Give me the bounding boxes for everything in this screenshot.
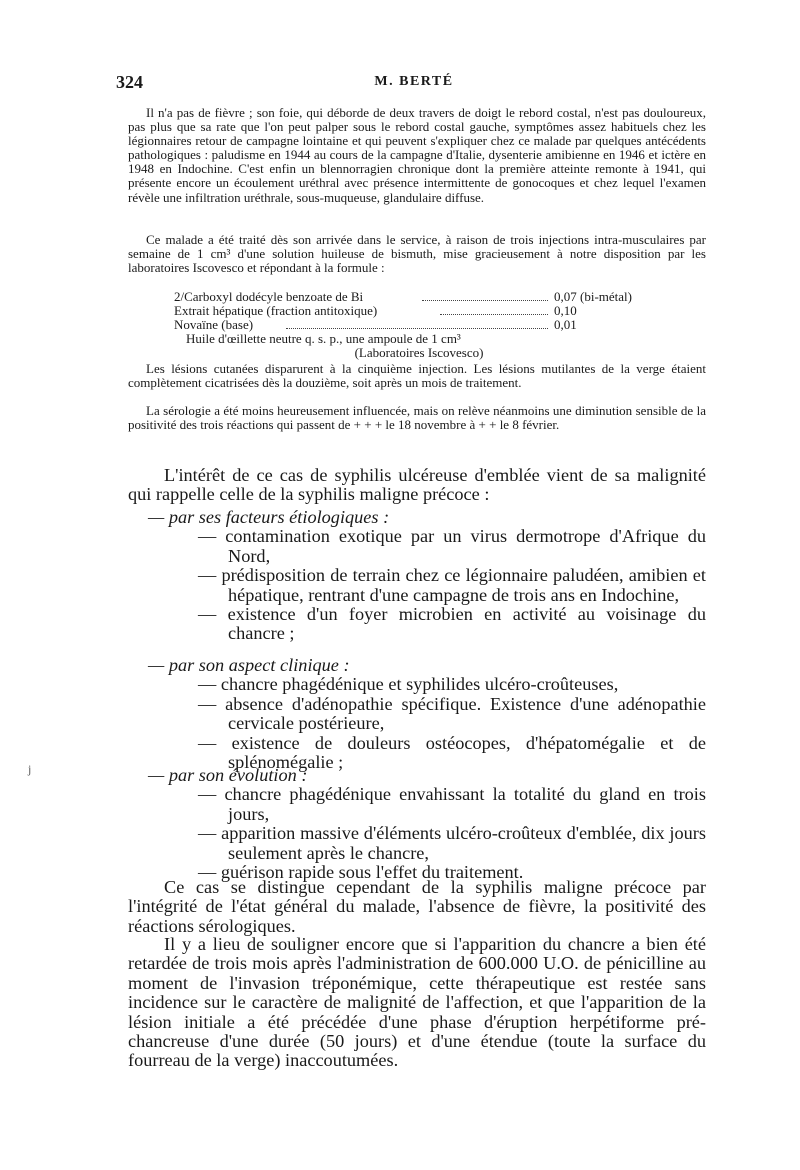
formula-line	[174, 318, 694, 332]
paragraph-text: Il n'a pas de fièvre ; son foie, qui déborde de deux travers de doigt le rebord costal, n'est pas douloureux, pas plus que sa rate que l'on peut palper sous le rebord costal gauche, symptômes assez habituels chez les légionnaires retour de campagne lointaine et qui peuvent s'expliquer chez ce malade par quelques antécédents pathologiques : paludisme en 1944 au cours de la campagne d'Italie, dysenterie amibienne en 1946 et ictère en 1948 en Indochine. C'est enfin un blennorragien chronique dont la première atteinte remonte à 1941, qui présente encore un écoulement uréthral avec présence intermittente de gonocoques et chez lequel l'examen révèle une infiltration uréthrale, sous-muqueuse, glandulaire diffuse.	[128, 105, 706, 205]
discussion-intro	[128, 466, 706, 505]
list-item: — chancre phagédénique envahissant la totalité du gland en trois jours,	[198, 784, 706, 824]
formula-block	[174, 290, 694, 359]
case-paragraph-3	[128, 362, 706, 390]
paragraph-text: La sérologie a été moins heureusement influencée, mais on relève néanmoins une diminution sensible de la positivité des trois réactions qui passent de + + + le 18 novembre à + + le 8 février.	[128, 403, 706, 433]
page-header	[116, 72, 712, 92]
formula-ingredient: 2/Carboxyl dodécyle benzoate de Bi	[174, 289, 364, 304]
leader-dots	[422, 290, 548, 301]
formula-value: 0,07 (bi-métal)	[554, 289, 632, 304]
list-item: — existence d'un foyer microbien en activité au voisinage du chancre ;	[198, 604, 706, 644]
clinical-group	[128, 656, 706, 772]
formula-value: 0,01	[554, 316, 577, 332]
list-item: — prédisposition de terrain chez ce légionnaire paludéen, amibien et hépatique, rentrant d'une campagne de trois ans en Indochine,	[198, 565, 706, 605]
running-head: M. BERTÉ	[374, 74, 454, 89]
paragraph-text: Il y a lieu de souligner encore que si l'apparition du chancre a bien été retardée de trois mois après l'administration de 600.000 U.O. de pénicilline au moment de l'invasion tréponémique, cette thérapeutique est restée sans incidence sur le caractère de malignité de l'affection, et que l'apparition de la lésion initiale a été précédée d'une phase d'éruption herpétiforme pré-chancreuse d'une durée (50 jours) et d'une étendue (toute la surface du fourreau de la verge) inaccoutumées.	[128, 934, 706, 1071]
group-heading: — par son évolution :	[148, 765, 308, 785]
leader-dots	[440, 304, 548, 315]
paragraph-text: Ce cas se distingue cependant de la syphilis maligne précoce par l'intégrité de l'état général du malade, l'absence de fièvre, la positivité des réactions sérologiques.	[128, 877, 706, 936]
case-paragraph-2	[128, 233, 706, 275]
list-item: — existence de douleurs ostéocopes, d'hépatomégalie et de splénomégalie ;	[198, 732, 706, 773]
formula-ingredient: Novaïne (base)	[174, 316, 254, 332]
formula-line	[174, 290, 694, 304]
list-item: — contamination exotique par un virus dermotrope d'Afrique du Nord,	[198, 526, 706, 566]
conclusion-paragraph-1	[128, 878, 706, 936]
paragraph-text: L'intérêt de ce cas de syphilis ulcéreuse d'emblée vient de sa malignité qui rappelle celle de la syphilis maligne précoce :	[128, 465, 706, 505]
formula-value: 0,10	[554, 302, 577, 318]
group-heading: — par ses facteurs étiologiques :	[148, 507, 390, 527]
page-number: 324	[116, 72, 143, 92]
group-heading: — par son aspect clinique :	[148, 655, 350, 675]
formula-vehicle: Huile d'œillette neutre q. s. p., une ampoule de 1 cm³	[186, 330, 461, 346]
case-paragraph-1	[128, 106, 706, 205]
etiology-group	[128, 508, 706, 644]
formula-line	[174, 304, 694, 318]
list-item: — absence d'adénopathie spécifique. Existence d'une adénopathie cervicale postérieure,	[198, 693, 706, 734]
list-item: — guérison rapide sous l'effet du traitement.	[198, 862, 524, 883]
conclusion-paragraph-2	[128, 935, 706, 1071]
evolution-group	[128, 766, 706, 882]
paragraph-text: Ce malade a été traité dès son arrivée dans le service, à raison de trois injections intra-musculaires par semaine de 1 cm³ d'une solution huileuse de bismuth, mise gracieusement à notre disposition par les laboratoires Iscovesco et répondant à la formule :	[128, 232, 706, 276]
formula-ingredient: Extrait hépatique (fraction antitoxique)	[174, 302, 378, 318]
paragraph-text: Les lésions cutanées disparurent à la cinquième injection. Les lésions mutilantes de la verge étaient complètement cicatrisées dès la douzième, soit après un mois de traitement.	[128, 361, 706, 391]
leader-dots	[286, 318, 548, 329]
case-paragraph-4	[128, 404, 706, 432]
margin-mark: j	[28, 762, 32, 776]
list-item: — chancre phagédénique et syphilides ulcéro-croûteuses,	[198, 674, 619, 695]
formula-lab: (Laboratoires Iscovesco)	[354, 344, 484, 360]
list-item: — apparition massive d'éléments ulcéro-croûteux d'emblée, dix jours seulement après le chancre,	[198, 823, 706, 863]
